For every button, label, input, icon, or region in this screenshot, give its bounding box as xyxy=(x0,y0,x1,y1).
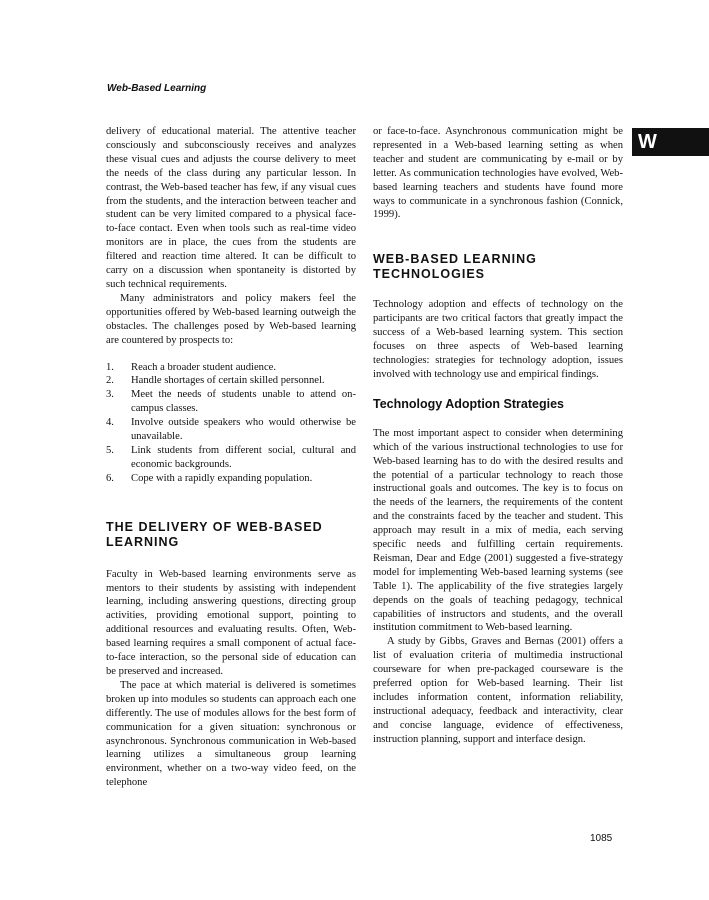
paragraph: A study by Gibbs, Graves and Bernas (2001) offers a list of evaluation criteria of multimedia instructional courseware for when pre-packaged courseware is the preferred option for Web-based learning. Their list includes information content, information reliability, instructional adequacy, feedback and interactivity, clear and concise language, evidence of effectiveness, instruction planning, support and interface design. xyxy=(373,636,623,745)
list-number: 3. xyxy=(106,389,114,401)
paragraph: Faculty in Web-based learning environments serve as mentors to their students by assisting with independent learning, including answering questions, directing group activities, providing emotional support, pointing to additional resources and evaluating results. Often, Web-based learning requires a small component of actual face-to-face interaction, so the personal side of education can be preserved and increased. xyxy=(106,568,356,677)
section-heading: THE DELIVERY OF WEB-BASED LEARNING xyxy=(106,519,323,549)
list-text: Handle shortages of certain skilled personnel. xyxy=(131,375,325,387)
section-tab-letter: W xyxy=(632,128,709,156)
list-number: 5. xyxy=(106,444,114,456)
running-head: Web-Based Learning xyxy=(107,83,207,94)
list-number: 6. xyxy=(106,472,114,484)
prospects-list xyxy=(106,361,356,486)
list-text: Involve outside speakers who would otherwise be unavailable. xyxy=(131,417,356,443)
list-text: Reach a broader student audience. xyxy=(131,361,277,373)
paragraph: Technology adoption and effects of technology on the participants are two critical factors that greatly impact the success of a Web-based learning system. This section focuses on three aspects of Web-based learning technologies: strategies for technology adoption, issues involved with technology use and empirical findings. xyxy=(373,299,623,380)
paragraph: The most important aspect to consider when determining which of the various instructional technologies to use for Web-based learning has to do with the desired results and the potential of a particular technology to reach those instructional goals and outcomes. The key is to focus on the needs of the learners, the requirements of the content and the constraints faced by the teacher and student. This approach may result in a mix of media, each serving specific needs and fulfilling certain requirements. Reisman, Dear and Edge (2001) suggested a five-strategy model for implementing Web-based learning systems (see Table 1). The applicability of the five strategies largely depends on the goals of teaching pedagogy, technical capabilities of instructors and students, and the overall institution commitment to Web-based learning. xyxy=(373,427,623,634)
list-item xyxy=(106,374,356,388)
paragraph: The pace at which material is delivered is sometimes broken up into modules so students can approach each one differently. The use of modules allows for the best form of communication for a given situation: synchronous or asynchronous. Synchronous communication in Web-based learning utilizes a simultaneous group learning environment, whether on a two-way video feed, on the telephone xyxy=(106,679,356,789)
list-number: 4. xyxy=(106,417,114,429)
list-item xyxy=(106,472,356,486)
left-column xyxy=(106,125,356,790)
subsection-heading: Technology Adoption Strategies xyxy=(373,396,564,411)
list-text: Link students from different social, cultural and economic backgrounds. xyxy=(131,444,356,470)
list-item xyxy=(106,444,356,472)
paragraph: Many administrators and policy makers feel the opportunities offered by Web-based learning outweigh the obstacles. The challenges posed by Web-based learning are countered by prospects to: xyxy=(106,292,356,346)
section-heading: WEB-BASED LEARNING TECHNOLOGIES xyxy=(373,252,537,282)
paragraph: or face-to-face. Asynchronous communication might be represented in a Web-based learning setting as when teacher and student are communicating by e-mail or by letter. As communication technologies have evolved, Web-based learning teachers and students have found more ways to communicate in a synchronous fashion (Connick, 1999). xyxy=(373,126,623,221)
right-column xyxy=(373,125,623,747)
list-text: Cope with a rapidly expanding population. xyxy=(131,472,313,484)
list-text: Meet the needs of students unable to attend on-campus classes. xyxy=(131,389,356,415)
list-number: 2. xyxy=(106,375,114,387)
list-item xyxy=(106,388,356,416)
list-item xyxy=(106,416,356,444)
list-number: 1. xyxy=(106,361,114,373)
paragraph: delivery of educational material. The attentive teacher consciously and subconsciously receives and analyzes these visual cues and adjusts the course delivery to meet the needs of the class during any particular lesson. In contrast, the Web-based teacher has few, if any visual cues from the students, and the interaction between teacher and student can be very limited compared to a physical face-to-face contact. Even when tools such as real-time video monitors are in place, the cues from the students are filtered and reaction time altered. It can be difficult to carry on a discussion when spontaneity is distorted by such technical requirements. xyxy=(106,126,356,290)
page-number: 1085 xyxy=(590,833,613,844)
list-item xyxy=(106,361,356,375)
